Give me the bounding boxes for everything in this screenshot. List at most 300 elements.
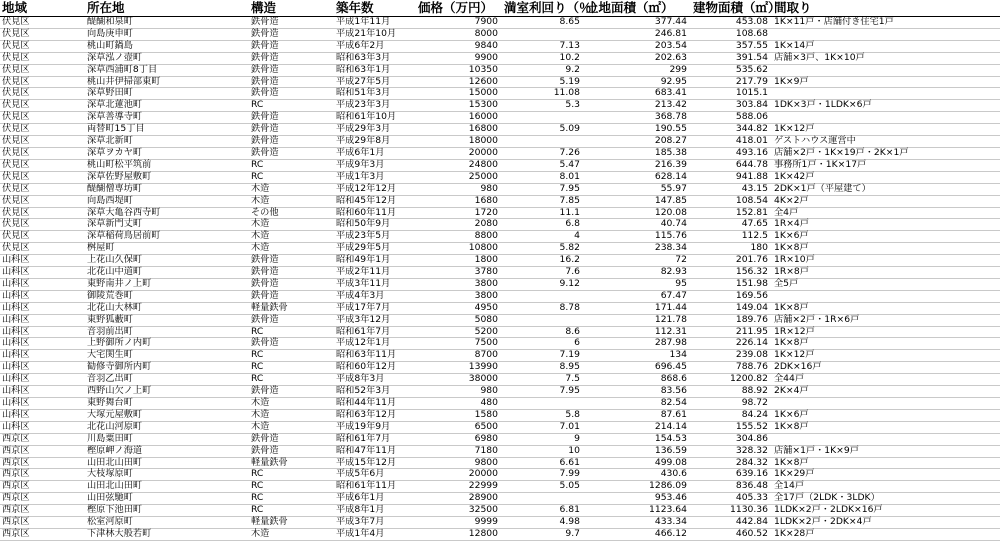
cell-land-area[interactable]: 72 [584, 255, 691, 267]
cell-land-area[interactable]: 208.27 [584, 136, 691, 148]
cell-layout[interactable]: 1R×10戸 [772, 255, 1000, 267]
cell-land-area[interactable]: 628.14 [584, 171, 691, 183]
cell-yield[interactable]: 6.8 [502, 219, 584, 231]
cell-land-area[interactable]: 696.45 [584, 362, 691, 374]
cell-region[interactable]: 伏見区 [0, 28, 85, 40]
cell-location[interactable]: 深草北蓮池町 [85, 100, 249, 112]
header-region[interactable]: 地域 [0, 0, 85, 17]
cell-layout[interactable]: 1K×12戸 [772, 124, 1000, 136]
cell-region[interactable]: 伏見区 [0, 17, 85, 29]
cell-building-area[interactable]: 112.5 [691, 231, 772, 243]
cell-building-area[interactable]: 493.16 [691, 147, 772, 159]
cell-building-area[interactable]: 284.32 [691, 457, 772, 469]
cell-layout[interactable]: 1K×29戸 [772, 469, 1000, 481]
cell-layout[interactable]: 1R×4戸 [772, 219, 1000, 231]
cell-location[interactable]: 大枝塚原町 [85, 469, 249, 481]
header-yield[interactable]: 満室利回り（％） [504, 0, 605, 15]
cell-built-date[interactable]: 平成29年5月 [334, 243, 416, 255]
cell-building-area[interactable]: 108.68 [691, 28, 772, 40]
cell-layout[interactable]: 1K×12戸 [772, 350, 1000, 362]
cell-structure[interactable]: RC [249, 493, 334, 505]
cell-building-area[interactable]: 149.04 [691, 302, 772, 314]
cell-location[interactable]: 下津林大般若町 [85, 528, 249, 540]
cell-price[interactable]: 24800 [416, 159, 502, 171]
cell-location[interactable]: 深草野田町 [85, 88, 249, 100]
cell-yield[interactable]: 5.47 [502, 159, 584, 171]
cell-yield[interactable]: 10 [502, 445, 584, 457]
cell-yield[interactable]: 4.98 [502, 517, 584, 529]
header-layout[interactable]: 間取り [772, 0, 1000, 17]
cell-price[interactable]: 13990 [416, 362, 502, 374]
cell-region[interactable]: 山科区 [0, 278, 85, 290]
cell-land-area[interactable]: 368.78 [584, 112, 691, 124]
cell-built-date[interactable]: 平成5年6月 [334, 469, 416, 481]
cell-location[interactable]: 深草北新町 [85, 136, 249, 148]
cell-layout[interactable]: 店舗×2戸・1K×19戸・2K×1戸 [772, 147, 1000, 159]
cell-region[interactable]: 西京区 [0, 493, 85, 505]
cell-structure[interactable]: RC [249, 326, 334, 338]
cell-structure[interactable]: 鉄骨造 [249, 278, 334, 290]
cell-structure[interactable]: その他 [249, 207, 334, 219]
cell-structure[interactable]: RC [249, 171, 334, 183]
cell-structure[interactable]: 鉄骨造 [249, 64, 334, 76]
cell-location[interactable]: 北花山大林町 [85, 302, 249, 314]
cell-price[interactable]: 28900 [416, 493, 502, 505]
cell-land-area[interactable]: 185.38 [584, 147, 691, 159]
cell-yield[interactable]: 8.65 [502, 17, 584, 29]
cell-price[interactable]: 9900 [416, 52, 502, 64]
cell-region[interactable]: 伏見区 [0, 76, 85, 88]
cell-layout[interactable]: 4K×2戸 [772, 195, 1000, 207]
cell-structure[interactable]: RC [249, 350, 334, 362]
cell-layout[interactable]: 1LDK×2戸・2LDK×16戸 [772, 505, 1000, 517]
cell-yield[interactable]: 7.6 [502, 267, 584, 279]
cell-structure[interactable]: 鉄骨造 [249, 433, 334, 445]
cell-building-area[interactable]: 88.92 [691, 386, 772, 398]
cell-yield[interactable] [502, 493, 584, 505]
cell-built-date[interactable]: 昭和50年9月 [334, 219, 416, 231]
cell-price[interactable]: 980 [416, 183, 502, 195]
cell-price[interactable]: 1580 [416, 409, 502, 421]
cell-region[interactable]: 山科区 [0, 362, 85, 374]
cell-building-area[interactable]: 588.06 [691, 112, 772, 124]
cell-built-date[interactable]: 昭和63年11月 [334, 350, 416, 362]
cell-price[interactable]: 9800 [416, 457, 502, 469]
cell-location[interactable]: 北花山河原町 [85, 421, 249, 433]
cell-yield[interactable]: 9.7 [502, 528, 584, 540]
cell-land-area[interactable]: 202.63 [584, 52, 691, 64]
cell-building-area[interactable]: 47.65 [691, 219, 772, 231]
cell-building-area[interactable]: 155.52 [691, 421, 772, 433]
cell-location[interactable]: 川島粟田町 [85, 433, 249, 445]
cell-yield[interactable] [502, 28, 584, 40]
cell-price[interactable]: 1720 [416, 207, 502, 219]
cell-price[interactable]: 3800 [416, 278, 502, 290]
cell-yield[interactable]: 16.2 [502, 255, 584, 267]
cell-layout[interactable]: 1R×8戸 [772, 267, 1000, 279]
cell-layout[interactable]: 2DK×16戸 [772, 362, 1000, 374]
cell-location[interactable]: 深草ヲカヤ町 [85, 147, 249, 159]
cell-region[interactable]: 山科区 [0, 314, 85, 326]
cell-yield[interactable]: 9.2 [502, 64, 584, 76]
cell-structure[interactable]: RC [249, 159, 334, 171]
cell-building-area[interactable]: 357.55 [691, 40, 772, 52]
cell-built-date[interactable]: 平成17年7月 [334, 302, 416, 314]
cell-structure[interactable]: 鉄骨造 [249, 17, 334, 29]
cell-building-area[interactable]: 391.54 [691, 52, 772, 64]
cell-yield[interactable]: 8.95 [502, 362, 584, 374]
cell-layout[interactable]: 1K×9戸 [772, 76, 1000, 88]
cell-land-area[interactable]: 203.54 [584, 40, 691, 52]
cell-region[interactable]: 伏見区 [0, 136, 85, 148]
cell-yield[interactable] [502, 398, 584, 410]
cell-land-area[interactable]: 953.46 [584, 493, 691, 505]
cell-yield[interactable]: 11.1 [502, 207, 584, 219]
cell-structure[interactable]: 木造 [249, 398, 334, 410]
cell-yield[interactable]: 11.08 [502, 88, 584, 100]
cell-yield[interactable]: 7.99 [502, 469, 584, 481]
cell-price[interactable]: 6980 [416, 433, 502, 445]
cell-yield[interactable]: 7.95 [502, 183, 584, 195]
cell-built-date[interactable]: 平成23年5月 [334, 231, 416, 243]
cell-structure[interactable]: 木造 [249, 409, 334, 421]
cell-built-date[interactable]: 昭和45年12月 [334, 195, 416, 207]
cell-structure[interactable]: 木造 [249, 243, 334, 255]
header-building-area[interactable]: 建物面積（㎡） [693, 0, 781, 15]
cell-built-date[interactable]: 昭和52年3月 [334, 386, 416, 398]
cell-location[interactable]: 北花山中道町 [85, 267, 249, 279]
cell-location[interactable]: 醍醐僧専坊町 [85, 183, 249, 195]
cell-location[interactable]: 桃山町鍋島 [85, 40, 249, 52]
cell-price[interactable]: 32500 [416, 505, 502, 517]
cell-built-date[interactable]: 昭和61年10月 [334, 112, 416, 124]
cell-location[interactable]: 勧修寺御所内町 [85, 362, 249, 374]
cell-land-area[interactable]: 433.34 [584, 517, 691, 529]
cell-built-date[interactable]: 平成2年11月 [334, 267, 416, 279]
cell-layout[interactable]: 1DK×3戸・1LDK×6戸 [772, 100, 1000, 112]
cell-price[interactable]: 7180 [416, 445, 502, 457]
cell-land-area[interactable]: 683.41 [584, 88, 691, 100]
cell-region[interactable]: 西京区 [0, 481, 85, 493]
cell-land-area[interactable]: 136.59 [584, 445, 691, 457]
cell-structure[interactable]: 軽量鉄骨 [249, 302, 334, 314]
cell-land-area[interactable]: 299 [584, 64, 691, 76]
cell-building-area[interactable]: 535.62 [691, 64, 772, 76]
cell-yield[interactable]: 6 [502, 338, 584, 350]
cell-building-area[interactable]: 152.81 [691, 207, 772, 219]
cell-location[interactable]: 御陵荒巻町 [85, 290, 249, 302]
header-location[interactable]: 所在地 [85, 0, 249, 17]
cell-region[interactable]: 山科区 [0, 326, 85, 338]
cell-structure[interactable]: RC [249, 362, 334, 374]
cell-layout[interactable] [772, 433, 1000, 445]
cell-land-area[interactable]: 1123.64 [584, 505, 691, 517]
cell-yield[interactable]: 8.78 [502, 302, 584, 314]
cell-yield[interactable]: 8.01 [502, 171, 584, 183]
cell-region[interactable]: 伏見区 [0, 147, 85, 159]
cell-building-area[interactable]: 1015.1 [691, 88, 772, 100]
cell-building-area[interactable]: 1200.82 [691, 374, 772, 386]
cell-location[interactable]: 山田弦馳町 [85, 493, 249, 505]
cell-land-area[interactable]: 40.74 [584, 219, 691, 231]
cell-region[interactable]: 山科区 [0, 255, 85, 267]
cell-yield[interactable]: 9.12 [502, 278, 584, 290]
cell-built-date[interactable]: 平成8年3月 [334, 374, 416, 386]
cell-region[interactable]: 伏見区 [0, 64, 85, 76]
cell-land-area[interactable]: 87.61 [584, 409, 691, 421]
cell-built-date[interactable]: 平成1年11月 [334, 17, 416, 29]
cell-layout[interactable] [772, 64, 1000, 76]
cell-layout[interactable]: 1K×11戸・店舗付き住宅1戸 [772, 17, 1000, 29]
cell-layout[interactable]: 2K×4戸 [772, 386, 1000, 398]
cell-yield[interactable]: 7.85 [502, 195, 584, 207]
cell-region[interactable]: 山科区 [0, 374, 85, 386]
cell-structure[interactable]: 鉄骨造 [249, 52, 334, 64]
cell-price[interactable]: 20000 [416, 147, 502, 159]
cell-building-area[interactable]: 442.84 [691, 517, 772, 529]
cell-building-area[interactable]: 460.52 [691, 528, 772, 540]
cell-price[interactable]: 25000 [416, 171, 502, 183]
cell-structure[interactable]: 鉄骨造 [249, 267, 334, 279]
cell-yield[interactable] [502, 290, 584, 302]
cell-price[interactable]: 1680 [416, 195, 502, 207]
cell-land-area[interactable]: 190.55 [584, 124, 691, 136]
cell-location[interactable]: 向島庚申町 [85, 28, 249, 40]
cell-building-area[interactable]: 84.24 [691, 409, 772, 421]
cell-built-date[interactable]: 平成1年3月 [334, 171, 416, 183]
cell-yield[interactable]: 7.13 [502, 40, 584, 52]
cell-region[interactable]: 山科区 [0, 302, 85, 314]
cell-building-area[interactable]: 328.32 [691, 445, 772, 457]
cell-structure[interactable]: 木造 [249, 528, 334, 540]
cell-location[interactable]: 山田北山田町 [85, 481, 249, 493]
cell-location[interactable]: 西野山欠ノ上町 [85, 386, 249, 398]
cell-layout[interactable]: 全17戸（2LDK・3LDK） [772, 493, 1000, 505]
cell-location[interactable]: 両替町15丁目 [85, 124, 249, 136]
cell-yield[interactable]: 8.6 [502, 326, 584, 338]
cell-region[interactable]: 西京区 [0, 445, 85, 457]
cell-layout[interactable]: 1K×8戸 [772, 302, 1000, 314]
cell-land-area[interactable]: 147.85 [584, 195, 691, 207]
cell-built-date[interactable]: 昭和47年11月 [334, 445, 416, 457]
cell-structure[interactable]: 鉄骨造 [249, 386, 334, 398]
cell-built-date[interactable]: 昭和51年3月 [334, 88, 416, 100]
cell-location[interactable]: 深草佐野屋敷町 [85, 171, 249, 183]
cell-structure[interactable]: 鉄骨造 [249, 76, 334, 88]
cell-price[interactable]: 8700 [416, 350, 502, 362]
cell-price[interactable]: 12600 [416, 76, 502, 88]
cell-location[interactable]: 樫原岬ノ海道 [85, 445, 249, 457]
cell-built-date[interactable]: 平成8年1月 [334, 505, 416, 517]
cell-land-area[interactable]: 154.53 [584, 433, 691, 445]
cell-land-area[interactable]: 868.6 [584, 374, 691, 386]
cell-land-area[interactable]: 430.6 [584, 469, 691, 481]
cell-yield[interactable]: 7.26 [502, 147, 584, 159]
cell-layout[interactable]: 1K×8戸 [772, 421, 1000, 433]
cell-land-area[interactable]: 1286.09 [584, 481, 691, 493]
cell-price[interactable]: 22999 [416, 481, 502, 493]
cell-region[interactable]: 伏見区 [0, 231, 85, 243]
cell-built-date[interactable]: 平成6年1月 [334, 493, 416, 505]
cell-location[interactable]: 東野南井ノ上町 [85, 278, 249, 290]
cell-yield[interactable]: 5.19 [502, 76, 584, 88]
cell-structure[interactable]: 鉄骨造 [249, 445, 334, 457]
cell-structure[interactable]: 軽量鉄骨 [249, 517, 334, 529]
cell-layout[interactable]: 2DK×1戸（平屋建て） [772, 183, 1000, 195]
cell-building-area[interactable]: 156.32 [691, 267, 772, 279]
cell-price[interactable]: 1800 [416, 255, 502, 267]
cell-region[interactable]: 西京区 [0, 505, 85, 517]
cell-layout[interactable] [772, 28, 1000, 40]
cell-land-area[interactable]: 112.31 [584, 326, 691, 338]
cell-location[interactable]: 深草新門丈町 [85, 219, 249, 231]
cell-price[interactable]: 7900 [416, 17, 502, 29]
cell-built-date[interactable]: 昭和63年3月 [334, 52, 416, 64]
cell-building-area[interactable]: 43.15 [691, 183, 772, 195]
cell-price[interactable]: 12800 [416, 528, 502, 540]
cell-land-area[interactable]: 134 [584, 350, 691, 362]
cell-yield[interactable] [502, 136, 584, 148]
cell-land-area[interactable]: 238.34 [584, 243, 691, 255]
cell-price[interactable]: 18000 [416, 136, 502, 148]
cell-price[interactable]: 6500 [416, 421, 502, 433]
cell-location[interactable]: 向島西堤町 [85, 195, 249, 207]
cell-region[interactable]: 伏見区 [0, 88, 85, 100]
header-built-date[interactable]: 築年数 [334, 0, 416, 17]
cell-built-date[interactable]: 平成3年11月 [334, 278, 416, 290]
cell-building-area[interactable]: 941.88 [691, 171, 772, 183]
cell-built-date[interactable]: 平成15年12月 [334, 457, 416, 469]
cell-built-date[interactable]: 平成29年8月 [334, 136, 416, 148]
cell-price[interactable]: 980 [416, 386, 502, 398]
cell-region[interactable]: 伏見区 [0, 219, 85, 231]
cell-layout[interactable]: 事務所1戸・1K×17戸 [772, 159, 1000, 171]
cell-yield[interactable]: 5.82 [502, 243, 584, 255]
cell-built-date[interactable]: 平成3年7月 [334, 517, 416, 529]
cell-land-area[interactable]: 216.39 [584, 159, 691, 171]
cell-price[interactable]: 10350 [416, 64, 502, 76]
cell-structure[interactable]: 鉄骨造 [249, 290, 334, 302]
cell-built-date[interactable]: 平成21年10月 [334, 28, 416, 40]
cell-built-date[interactable]: 昭和44年11月 [334, 398, 416, 410]
cell-location[interactable]: 上野御所ノ内町 [85, 338, 249, 350]
cell-land-area[interactable]: 499.08 [584, 457, 691, 469]
cell-land-area[interactable]: 82.93 [584, 267, 691, 279]
cell-built-date[interactable]: 平成12年1月 [334, 338, 416, 350]
cell-price[interactable]: 4950 [416, 302, 502, 314]
cell-structure[interactable]: RC [249, 505, 334, 517]
cell-price[interactable]: 10800 [416, 243, 502, 255]
cell-region[interactable]: 伏見区 [0, 52, 85, 64]
cell-region[interactable]: 伏見区 [0, 243, 85, 255]
cell-region[interactable]: 西京区 [0, 433, 85, 445]
cell-region[interactable]: 山科区 [0, 267, 85, 279]
cell-region[interactable]: 伏見区 [0, 195, 85, 207]
cell-price[interactable]: 9999 [416, 517, 502, 529]
cell-building-area[interactable]: 344.82 [691, 124, 772, 136]
cell-price[interactable]: 3780 [416, 267, 502, 279]
cell-structure[interactable]: 鉄骨造 [249, 28, 334, 40]
cell-region[interactable]: 伏見区 [0, 171, 85, 183]
cell-structure[interactable]: RC [249, 374, 334, 386]
cell-built-date[interactable]: 平成23年3月 [334, 100, 416, 112]
cell-price[interactable]: 15300 [416, 100, 502, 112]
cell-layout[interactable]: 1LDK×2戸・2DK×4戸 [772, 517, 1000, 529]
cell-region[interactable]: 伏見区 [0, 183, 85, 195]
cell-region[interactable]: 山科区 [0, 386, 85, 398]
cell-built-date[interactable]: 昭和60年11月 [334, 207, 416, 219]
header-structure[interactable]: 構造 [249, 0, 334, 17]
cell-layout[interactable]: 1K×6戸 [772, 409, 1000, 421]
cell-built-date[interactable]: 平成12年12月 [334, 183, 416, 195]
cell-built-date[interactable]: 昭和61年7月 [334, 326, 416, 338]
cell-region[interactable]: 山科区 [0, 409, 85, 421]
cell-built-date[interactable]: 昭和60年12月 [334, 362, 416, 374]
cell-building-area[interactable]: 239.08 [691, 350, 772, 362]
cell-land-area[interactable]: 95 [584, 278, 691, 290]
cell-built-date[interactable]: 平成1年4月 [334, 528, 416, 540]
cell-built-date[interactable]: 平成6年1月 [334, 147, 416, 159]
cell-region[interactable]: 山科区 [0, 338, 85, 350]
cell-structure[interactable]: RC [249, 481, 334, 493]
cell-location[interactable]: 深草泓ノ壺町 [85, 52, 249, 64]
cell-yield[interactable]: 5.8 [502, 409, 584, 421]
cell-land-area[interactable]: 214.14 [584, 421, 691, 433]
cell-region[interactable]: 伏見区 [0, 124, 85, 136]
cell-building-area[interactable]: 169.56 [691, 290, 772, 302]
cell-land-area[interactable]: 287.98 [584, 338, 691, 350]
cell-building-area[interactable]: 108.54 [691, 195, 772, 207]
cell-building-area[interactable]: 98.72 [691, 398, 772, 410]
cell-location[interactable]: 醍醐和泉町 [85, 17, 249, 29]
cell-land-area[interactable]: 171.44 [584, 302, 691, 314]
cell-price[interactable]: 16800 [416, 124, 502, 136]
cell-yield[interactable] [502, 314, 584, 326]
cell-region[interactable]: 西京区 [0, 469, 85, 481]
cell-building-area[interactable]: 303.84 [691, 100, 772, 112]
cell-layout[interactable]: 全44戸 [772, 374, 1000, 386]
cell-price[interactable]: 8800 [416, 231, 502, 243]
cell-location[interactable]: 深草善導寺町 [85, 112, 249, 124]
cell-land-area[interactable]: 213.42 [584, 100, 691, 112]
cell-yield[interactable]: 7.5 [502, 374, 584, 386]
cell-building-area[interactable]: 201.76 [691, 255, 772, 267]
cell-built-date[interactable]: 平成4年3月 [334, 290, 416, 302]
cell-building-area[interactable]: 788.76 [691, 362, 772, 374]
cell-location[interactable]: 桃山井伊掃部東町 [85, 76, 249, 88]
cell-structure[interactable]: 軽量鉄骨 [249, 457, 334, 469]
cell-building-area[interactable]: 644.78 [691, 159, 772, 171]
cell-location[interactable]: 桝屋町 [85, 243, 249, 255]
cell-built-date[interactable]: 平成27年5月 [334, 76, 416, 88]
cell-structure[interactable]: 鉄骨造 [249, 338, 334, 350]
cell-layout[interactable]: 1R×12戸 [772, 326, 1000, 338]
cell-layout[interactable]: 1K×14戸 [772, 40, 1000, 52]
cell-building-area[interactable]: 1130.36 [691, 505, 772, 517]
cell-price[interactable]: 3800 [416, 290, 502, 302]
cell-building-area[interactable]: 180 [691, 243, 772, 255]
cell-built-date[interactable]: 平成19年9月 [334, 421, 416, 433]
cell-built-date[interactable]: 昭和63年1月 [334, 64, 416, 76]
cell-location[interactable]: 上花山久保町 [85, 255, 249, 267]
cell-yield[interactable]: 7.19 [502, 350, 584, 362]
cell-built-date[interactable]: 昭和61年7月 [334, 433, 416, 445]
cell-yield[interactable]: 5.3 [502, 100, 584, 112]
header-land-area[interactable]: 土地面積（㎡） [584, 0, 691, 17]
cell-price[interactable]: 5200 [416, 326, 502, 338]
cell-yield[interactable] [502, 112, 584, 124]
cell-land-area[interactable]: 83.56 [584, 386, 691, 398]
